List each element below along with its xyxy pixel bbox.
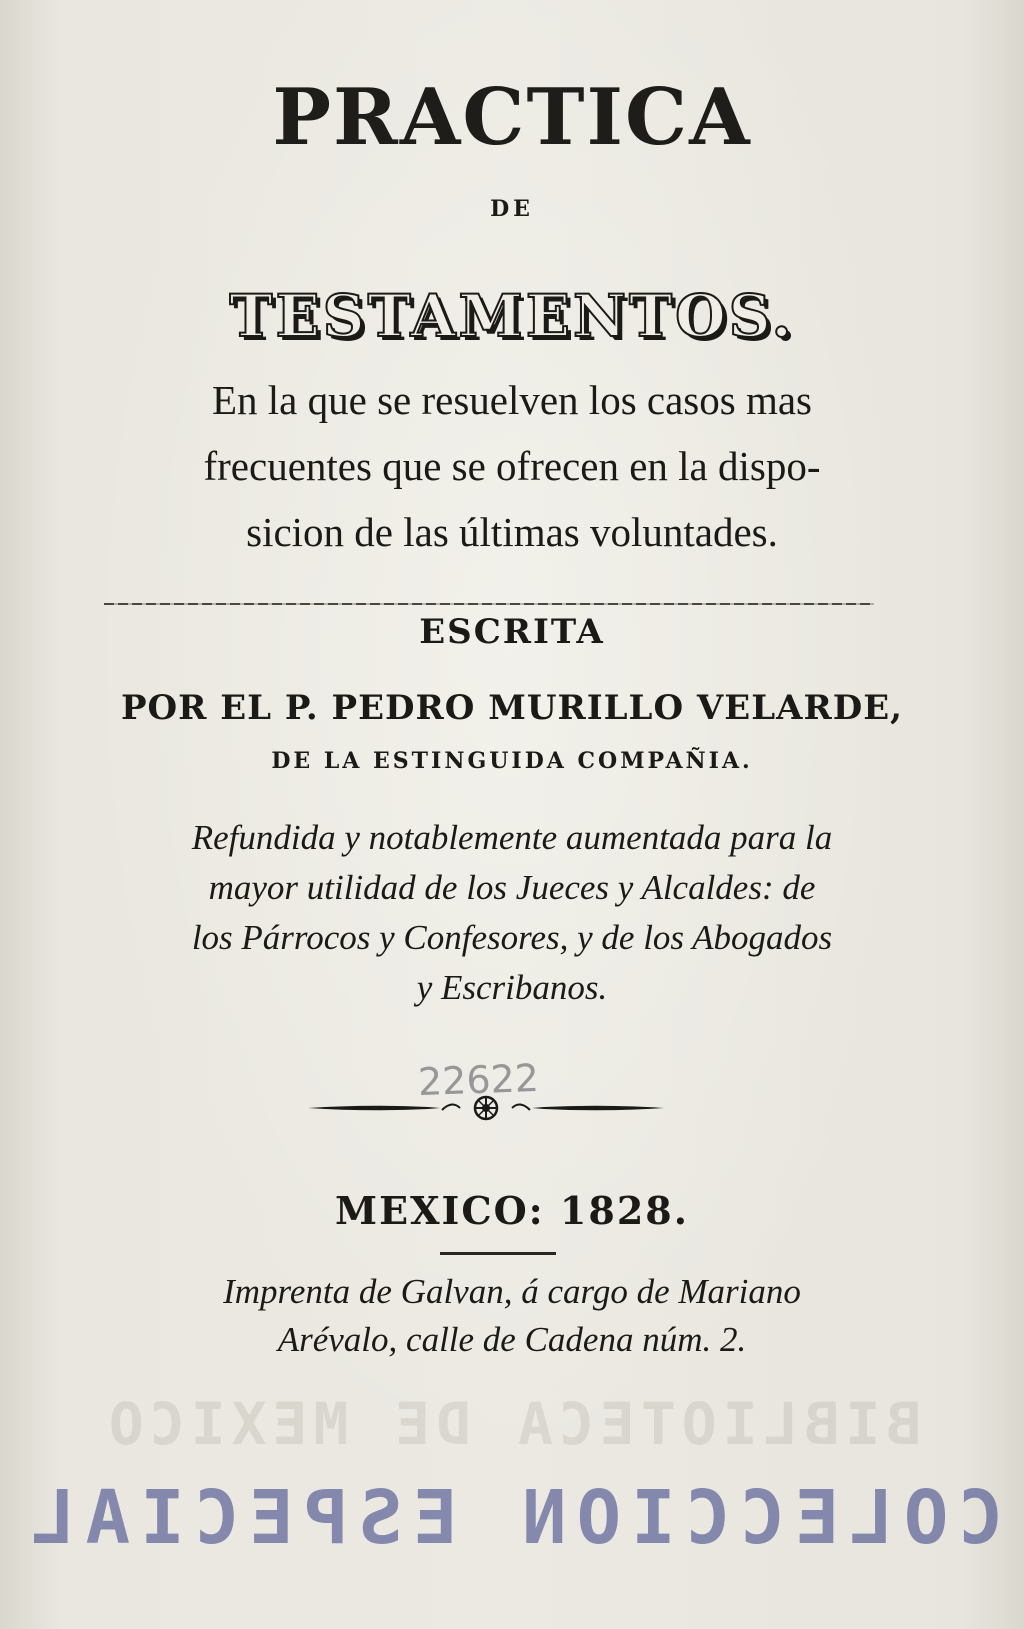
description-line-1: Refundida y notablemente aumentada para la (191, 818, 833, 857)
subtitle-line-2: frecuentes que se ofrecen en la dispo- (203, 443, 821, 489)
ornament-divider-icon (308, 1092, 664, 1124)
library-stamp: COLECCION ESPECIAL (21, 1475, 1003, 1561)
description-line-4: y Escribanos. (416, 968, 608, 1007)
short-rule (440, 1252, 556, 1255)
dotted-rule (104, 603, 874, 605)
handwritten-number: 22622 (417, 1055, 540, 1105)
written-label: ESCRITA (419, 612, 605, 652)
imprint-place-year: MEXICO: 1828. (335, 1188, 689, 1233)
book-title: PRACTICA (272, 72, 752, 163)
subtitle-line-1: En la que se resuelven los casos mas (211, 377, 813, 423)
description-line-3: los Párrocos y Confesores, y de los Abogados (191, 918, 833, 957)
imprint-line-2: Arévalo, calle de Cadena núm. 2. (277, 1320, 747, 1359)
subtitle-line-3: sicion de las últimas voluntades. (246, 509, 778, 555)
author-order: DE LA ESTINGUIDA COMPAÑIA. (271, 748, 753, 774)
book-title-subject: TESTAMENTOS. (229, 282, 795, 350)
imprint-line-1: Imprenta de Galvan, á cargo de Mariano (223, 1272, 801, 1311)
faint-bleedthrough-stamp: BIBLIOTECA DE MEXICO (102, 1390, 922, 1458)
description-line-2: mayor utilidad de los Jueces y Alcaldes: de (208, 868, 816, 907)
author-name: POR EL P. PEDRO MURILLO VELARDE, (120, 688, 903, 728)
title-connector: DE (490, 196, 534, 222)
